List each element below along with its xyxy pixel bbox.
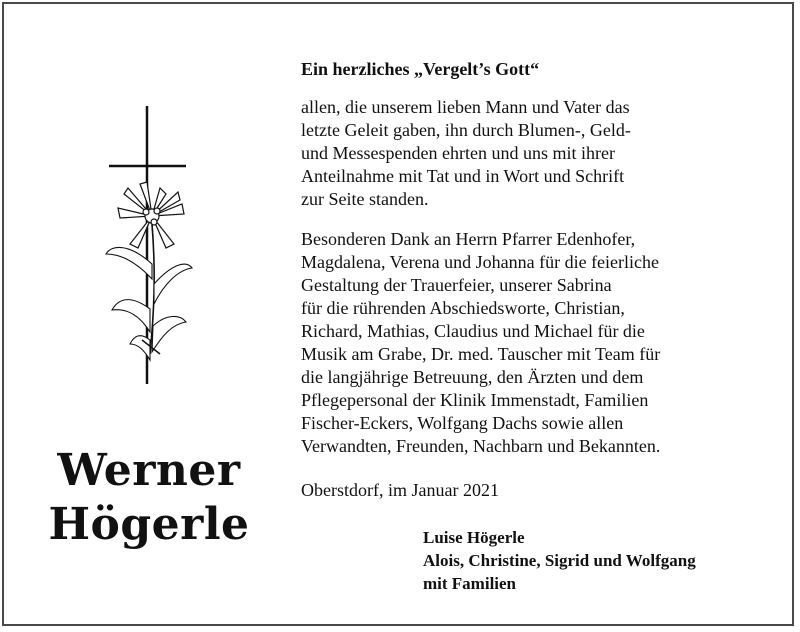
- signature-line: mit Familien: [423, 574, 517, 593]
- thanks-heading: Ein herzliches „Vergelt’s Gott“: [301, 59, 540, 79]
- thanks-paragraph-2: [301, 228, 660, 458]
- text-line: Besonderen Dank an Herrn Pfarrer Edenhofer,: [301, 229, 636, 249]
- deceased-first-name: Werner: [57, 445, 241, 496]
- text-line: und Messespenden ehrten und uns mit ihrer: [301, 143, 615, 163]
- deceased-name: [24, 444, 274, 552]
- text-line: zur Seite standen.: [301, 189, 429, 209]
- text-line: allen, die unserem lieben Mann und Vater das: [301, 97, 630, 117]
- signature-line: Luise Högerle: [423, 528, 525, 547]
- cross-edelweiss-icon: [100, 104, 196, 389]
- place-date: Oberstdorf, im Januar 2021: [301, 480, 499, 500]
- text-line: für die rührenden Abschiedsworte, Christian,: [301, 298, 625, 318]
- signature-line: Alois, Christine, Sigrid und Wolfgang: [423, 551, 696, 570]
- text-line: die langjährige Betreuung, den Ärzten und dem: [301, 367, 644, 387]
- deceased-last-name: Högerle: [48, 499, 250, 550]
- signatures: [423, 526, 696, 595]
- text-line: Musik am Grabe, Dr. med. Tauscher mit Team für: [301, 344, 661, 364]
- text-line: letzte Geleit gaben, ihn durch Blumen-, Geld-: [301, 120, 631, 140]
- text-line: Gestaltung der Trauerfeier, unserer Sabrina: [301, 275, 612, 295]
- obituary-card: [2, 2, 794, 626]
- text-line: Pflegepersonal der Klinik Immenstadt, Familien: [301, 390, 649, 410]
- text-line: Verwandten, Freunden, Nachbarn und Bekannten.: [301, 436, 661, 456]
- thanks-paragraph-1: [301, 96, 631, 211]
- text-line: Anteilnahme mit Tat und in Wort und Schrift: [301, 166, 625, 186]
- text-line: Magdalena, Verena und Johanna für die feierliche: [301, 252, 660, 272]
- text-line: Richard, Mathias, Claudius und Michael für die: [301, 321, 645, 341]
- text-line: Fischer-Eckers, Wolfgang Dachs sowie allen: [301, 413, 624, 433]
